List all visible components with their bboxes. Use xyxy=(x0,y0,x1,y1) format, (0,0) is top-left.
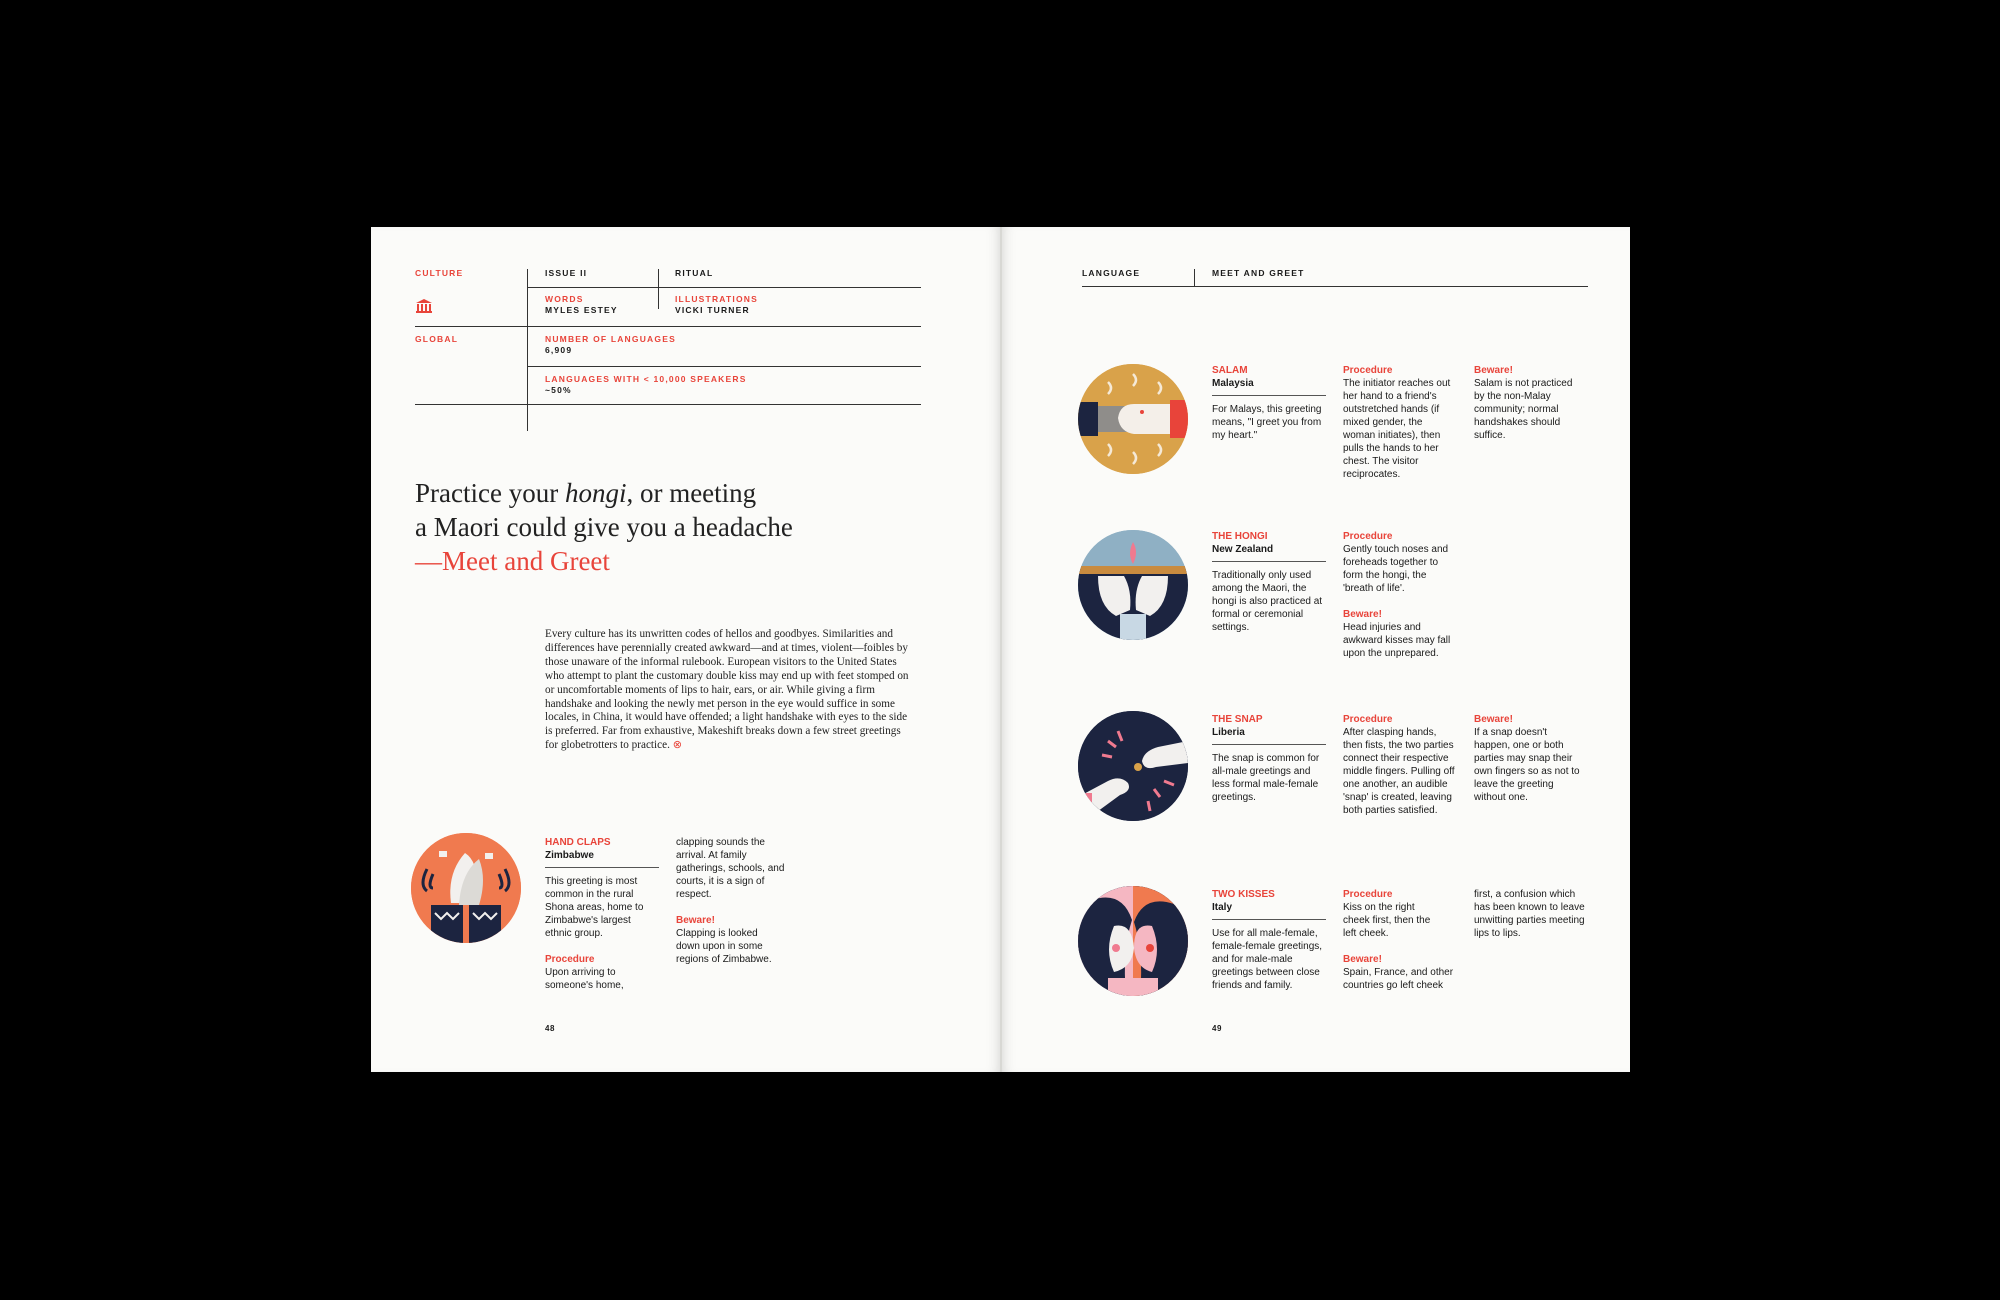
beware-label: Beware! xyxy=(1343,954,1382,965)
procedure-text: The initiator reaches out her hand to a friend's outstretched hands (if mixed gender, the woman initiates), then pulls the hands to her chest. The visitor reciprocates. xyxy=(1343,378,1451,480)
greeting-rule xyxy=(1212,919,1326,920)
illustrator-name: VICKI TURNER xyxy=(675,305,750,315)
procedure-label: Procedure xyxy=(1343,365,1393,376)
header-rule xyxy=(415,326,921,327)
beware-label: Beware! xyxy=(1474,714,1513,725)
procedure-label: Procedure xyxy=(1343,531,1393,542)
end-mark: ⊗ xyxy=(672,739,683,752)
procedure-text-part2: clapping sounds the arrival. At family gatherings, schools, and courts, it is a sign of respect. xyxy=(676,837,785,900)
greeting-description: Use for all male-female, female-female greetings, and for male-male greetings between close friends and family. xyxy=(1212,928,1323,991)
procedure-text: After clasping hands, then fists, the two parties connect their respective middle fingers. Pulling off one another, an audible 'snap' is created, leaving both parties satisfied. xyxy=(1343,727,1455,816)
greeting-description: The snap is common for all-male greetings and less formal male-female greetings. xyxy=(1212,753,1320,803)
greeting-country: Italy xyxy=(1212,902,1233,913)
region-label: GLOBAL xyxy=(415,334,459,344)
procedure-text: Gently touch noses and foreheads together to form the hongi, the 'breath of life'. xyxy=(1343,544,1449,594)
beware-text: Salam is not practiced by the non-Malay community; normal handshakes should suffice. xyxy=(1474,378,1573,441)
beware-text: If a snap doesn't happen, one or both parties may snap their own fingers so as not to leave the greeting without one. xyxy=(1474,727,1580,803)
greeting-description: Traditionally only used among the Maori, the hongi is also practiced at formal or ceremonial settings. xyxy=(1212,570,1323,633)
salam-illustration xyxy=(1078,364,1188,474)
topic-label: MEET AND GREET xyxy=(1212,268,1305,278)
right-page xyxy=(1002,227,1630,1072)
two-kisses-illustration xyxy=(1078,886,1188,996)
stat-speakers-value: ~50% xyxy=(545,385,572,395)
header-rule xyxy=(527,366,921,367)
procedure-label: Procedure xyxy=(545,954,595,965)
theme-label: RITUAL xyxy=(675,268,714,278)
greeting-country: Zimbabwe xyxy=(545,850,594,861)
greeting-name: THE HONGI xyxy=(1212,531,1268,542)
greeting-country: Malaysia xyxy=(1212,378,1254,389)
header-divider xyxy=(527,269,528,431)
beware-text: Spain, France, and other countries go left cheek xyxy=(1343,967,1454,991)
greeting-name: THE SNAP xyxy=(1212,714,1263,725)
greeting-rule xyxy=(545,867,659,868)
author-name: MYLES ESTEY xyxy=(545,305,618,315)
greeting-country: New Zealand xyxy=(1212,544,1274,555)
stat-languages-value: 6,909 xyxy=(545,345,573,355)
header-divider xyxy=(658,269,659,309)
beware-label: Beware! xyxy=(1343,609,1382,620)
beware-text: Head injuries and awkward kisses may fall upon the unprepared. xyxy=(1343,622,1451,659)
header-rule xyxy=(527,287,921,288)
greeting-description: This greeting is most common in the rural Shona areas, home to Zimbabwe's largest ethnic group. xyxy=(545,876,644,939)
illustrations-label: ILLUSTRATIONS xyxy=(675,294,758,304)
greeting-name: SALAM xyxy=(1212,365,1248,376)
page-number: 48 xyxy=(545,1024,555,1033)
header-rule xyxy=(415,404,921,405)
header-divider xyxy=(1194,269,1195,287)
greeting-name: TWO KISSES xyxy=(1212,889,1275,900)
left-page xyxy=(371,227,1000,1072)
beware-label: Beware! xyxy=(676,915,715,926)
beware-text: Clapping is looked down upon in some regions of Zimbabwe. xyxy=(676,928,772,965)
article-title: Practice your hongi, or meeting a Maori could give you a headache —Meet and Greet xyxy=(415,478,793,576)
hand-claps-illustration xyxy=(411,833,521,943)
words-label: WORDS xyxy=(545,294,584,304)
greeting-name: HAND CLAPS xyxy=(545,837,611,848)
section-label: LANGUAGE xyxy=(1082,268,1141,278)
procedure-label: Procedure xyxy=(1343,889,1393,900)
page-number: 49 xyxy=(1212,1024,1222,1033)
beware-label: Beware! xyxy=(1474,365,1513,376)
procedure-label: Procedure xyxy=(1343,714,1393,725)
procedure-text-part1: Upon arriving to someone's home, xyxy=(545,967,624,991)
article-subtitle: —Meet and Greet xyxy=(415,546,610,576)
section-label: CULTURE xyxy=(415,268,464,278)
stat-languages-label: NUMBER OF LANGUAGES xyxy=(545,334,676,344)
greeting-rule xyxy=(1212,744,1326,745)
hongi-illustration xyxy=(1078,530,1188,640)
header-rule xyxy=(1082,286,1588,287)
snap-illustration xyxy=(1078,711,1188,821)
procedure-text: Kiss on the right cheek first, then the left cheek. xyxy=(1343,902,1431,939)
stat-speakers-label: LANGUAGES WITH < 10,000 SPEAKERS xyxy=(545,374,747,384)
institution-icon xyxy=(415,298,433,319)
issue-label: ISSUE II xyxy=(545,268,588,278)
greeting-rule xyxy=(1212,561,1326,562)
greeting-country: Liberia xyxy=(1212,727,1245,738)
article-body: Every culture has its unwritten codes of hellos and goodbyes. Similarities and differences have perennially created awkward—and at times, violent—foibles by those unaware of the informal rulebook. European visitors to the United States who attempt to plant the customary double kiss may end up with feet stomped on or uncomfortable moments of lips to hair, ears, or air. While giving a firm handshake and looking the newly met person in the eye would suffice in some locales, in China, it would have offended; a light handshake with eyes to the side is preferred. Far from exhaustive, Makeshift breaks down a few street greetings for globetrotters to practice. ⊗ xyxy=(545,628,909,752)
greeting-rule xyxy=(1212,395,1326,396)
greeting-description: For Malays, this greeting means, "I greet you from my heart." xyxy=(1212,404,1322,441)
beware-text-continued: first, a confusion which has been known to leave unwitting parties meeting lips to lips. xyxy=(1474,889,1585,939)
